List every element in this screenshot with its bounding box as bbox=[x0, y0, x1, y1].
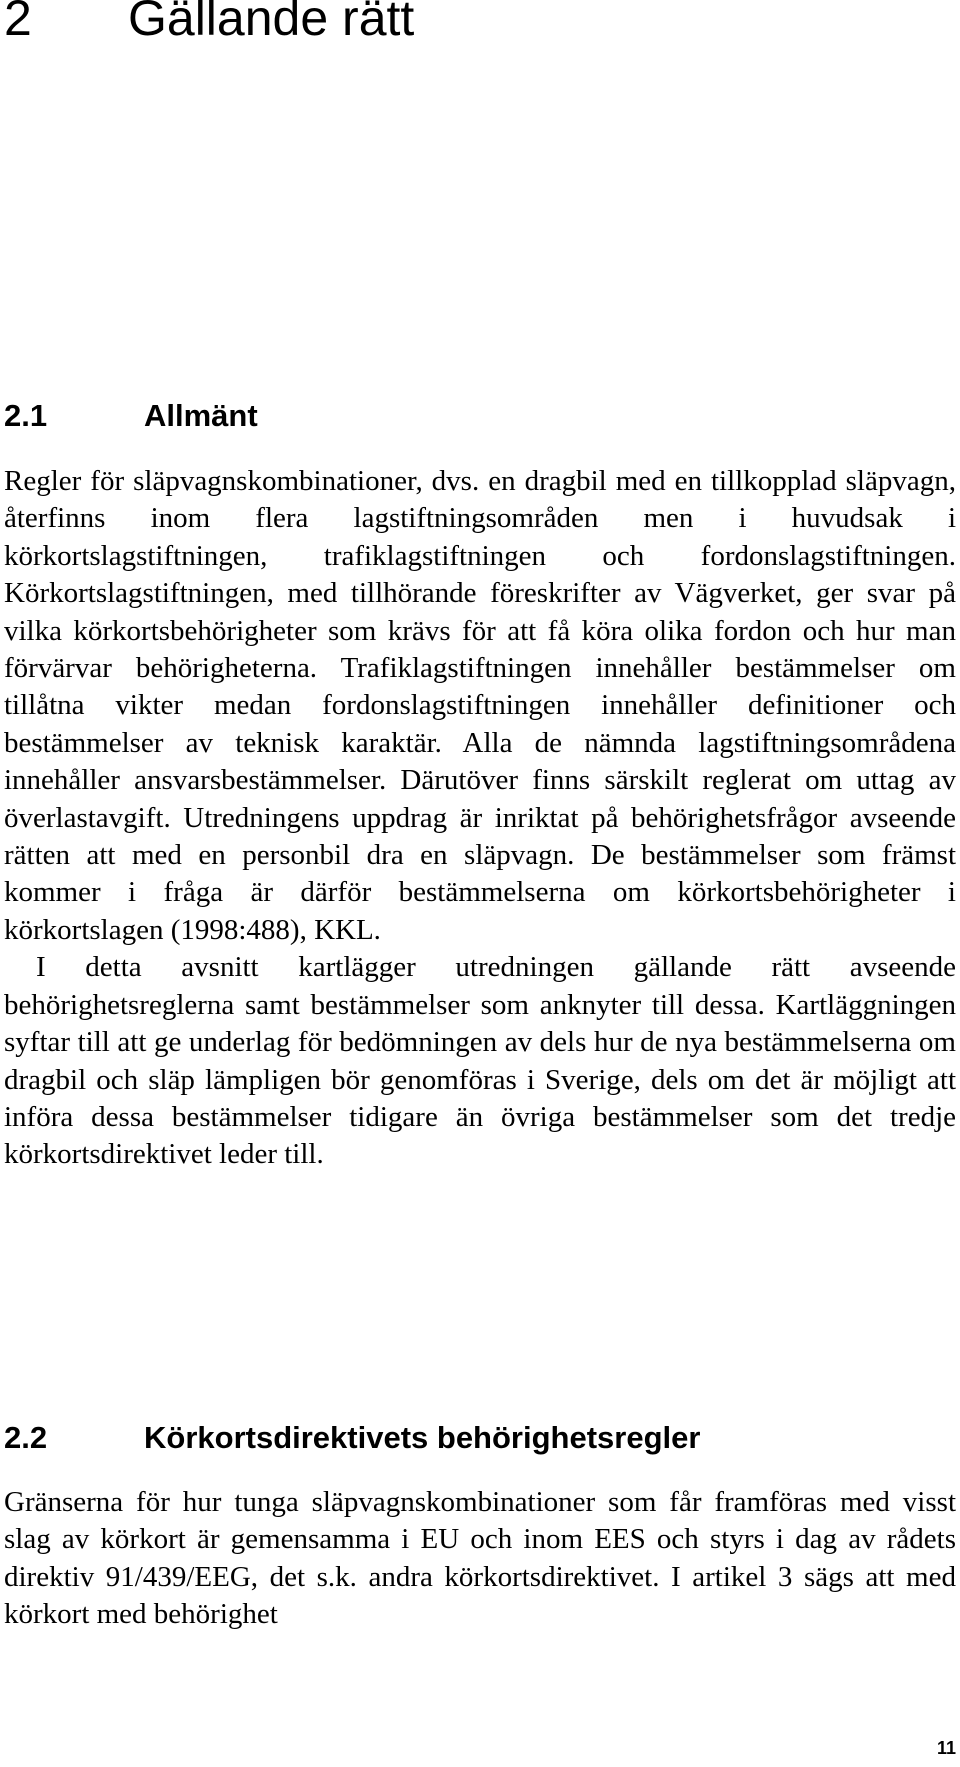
chapter-title-text: Gällande rätt bbox=[128, 0, 415, 46]
page-number: 11 bbox=[936, 1738, 956, 1758]
chapter-number: 2 bbox=[4, 0, 32, 46]
paragraph: Gränserna för hur tunga släpvagnskombinationer som får framföras med visst slag av körkort är gemensamma i EU och inom EES och styrs i dag av rådets direktiv 91/439/EEG, det s.k. andra körkortsdirektivet. I artikel 3 sägs att med körkort med behörighet bbox=[4, 1486, 956, 1631]
section-2-1-body bbox=[4, 463, 956, 1174]
paragraph: I detta avsnitt kartlägger utredningen gällande rätt avseende behörighetsreglerna samt bestämmelser som anknyter till dessa. Kartläggningen syftar till att ge underlag för bedömningen av dels hur de nya bestämmelserna om dragbil och släp lämpligen bör genomföras i Sverige, dels om det är möjligt att införa dessa bestämmelser tidigare än övriga bestämmelser som det tredje körkortsdirektivet leder till. bbox=[4, 951, 956, 1171]
section-number: 2.1 bbox=[4, 398, 48, 433]
section-heading-2-2 bbox=[4, 1418, 700, 1458]
section-2-2-body bbox=[4, 1484, 956, 1634]
chapter-title bbox=[4, 0, 414, 50]
section-heading-2-1 bbox=[4, 396, 258, 436]
section-number: 2.2 bbox=[4, 1420, 48, 1455]
section-title: Körkortsdirektivets behörighetsregler bbox=[144, 1420, 701, 1455]
paragraph: Regler för släpvagnskombinationer, dvs. en dragbil med en tillkopplad släpvagn, återfinns inom flera lagstiftningsområden men i huvudsak i körkortslagstiftningen, trafiklagstiftningen och fordonslagstiftningen. Körkortslagstiftningen, med tillhörande föreskrifter av Vägverket, ger svar på vilka körkortsbehörigheter som krävs för att få köra olika fordon och hur man förvärvar behörigheterna. Trafiklagstiftningen innehåller bestämmelser om tillåtna vikter medan fordonslagstiftningen innehåller definitioner och bestämmelser av teknisk karaktär. Alla de nämnda lagstiftningsområdena innehåller ansvarsbestämmelser. Därutöver finns särskilt reglerat om uttag av överlastavgift. Utredningens uppdrag är inriktat på behörighetsfrågor avseende rätten att med en personbil dra en släpvagn. De bestämmelser som främst kommer i fråga är därför bestämmelserna om körkortsbehörigheter i körkortslagen (1998:488), KKL. bbox=[4, 465, 956, 946]
section-title: Allmänt bbox=[144, 398, 258, 433]
